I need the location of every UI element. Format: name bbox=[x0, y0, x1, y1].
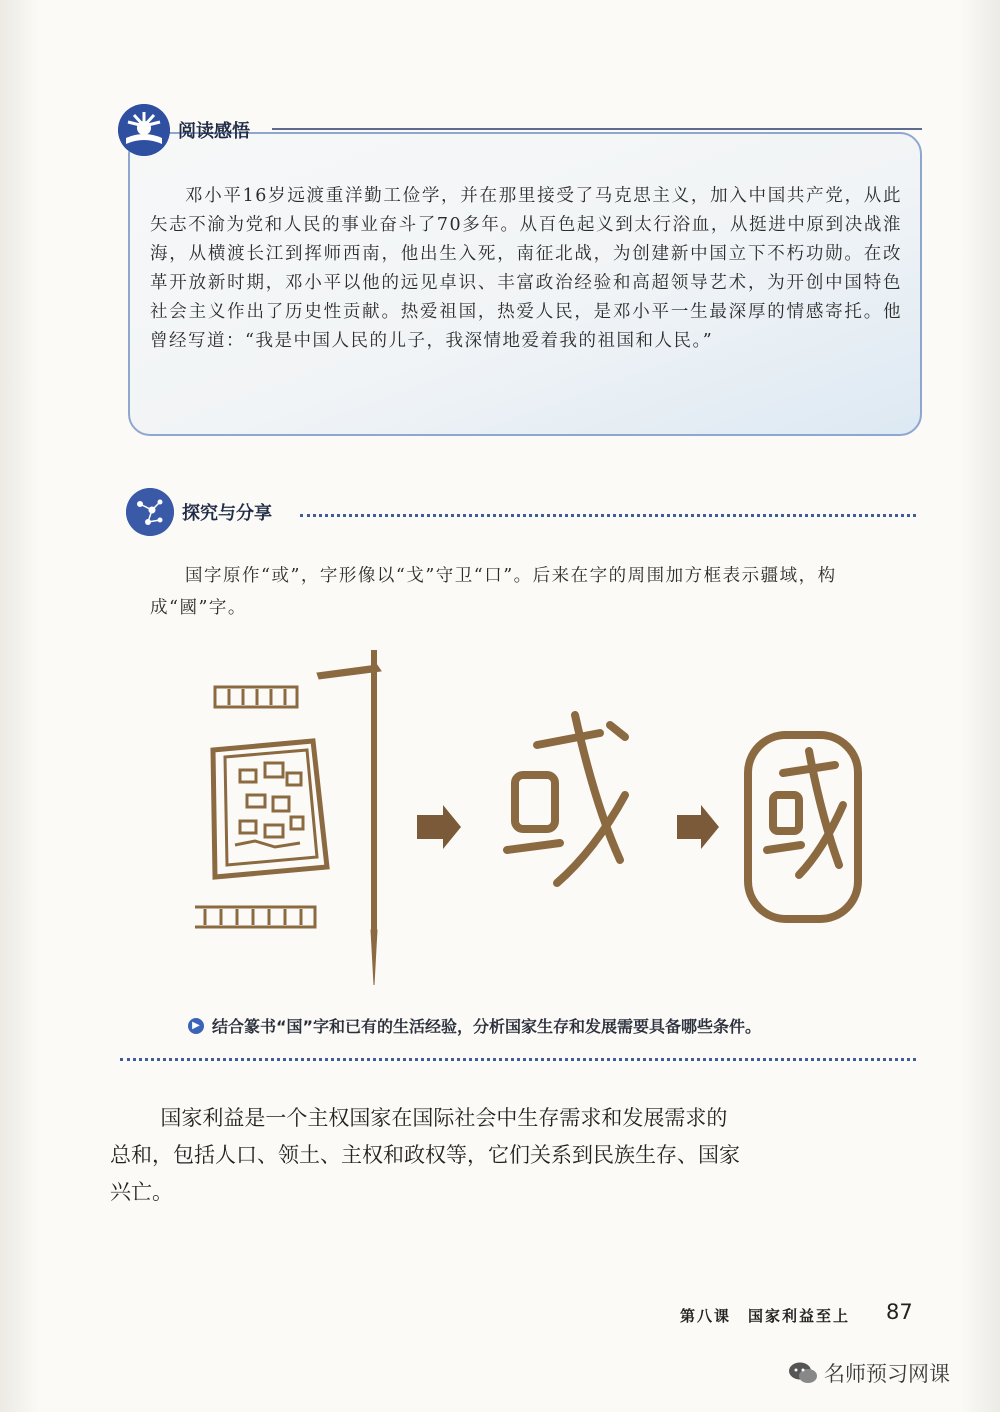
watermark-text: 名师预习网课 bbox=[824, 1362, 950, 1386]
question-text: 结合篆书“国”字和已有的生活经验，分析国家生存和发展需要具备哪些条件。 bbox=[212, 1017, 762, 1036]
page-number: 87 bbox=[886, 1300, 913, 1324]
explore-intro: 国字原作“或”，字形像以“戈”守卫“口”。后来在字的周围加方框表示疆域，构成“國”字。 bbox=[150, 566, 837, 618]
sunrise-book-icon bbox=[118, 104, 170, 156]
seal-glyph-guo bbox=[748, 735, 858, 919]
molecule-icon bbox=[126, 488, 174, 536]
reading-title: 阅读感悟 bbox=[178, 121, 250, 142]
footer-lesson: 第八课 国家利益至上 bbox=[680, 1307, 851, 1325]
reading-header bbox=[118, 104, 250, 156]
watermark bbox=[788, 1358, 950, 1388]
reading-text: 邓小平16岁远渡重洋勤工俭学，并在那里接受了马克思主义，加入中国共产党，从此矢志不渝为党和人民的事业奋斗了70多年。从百色起义到太行浴血，从挺进中原到决战淮海，从横渡长江到挥师西南，他出生入死，南征北战，为创建新中国立下不朽功勋。在改革开放新时期，邓小平以他的远见卓识、丰富政治经验和高超领导艺术，为开创中国特色社会主义作出了历史性贡献。热爱祖国，热爱人民，是邓小平一生最深厚的情感寄托。他曾经写道：“我是中国人民的儿子，我深情地爱着我的祖国和人民。” bbox=[150, 186, 902, 351]
section-divider bbox=[120, 1058, 916, 1061]
arrow-1 bbox=[417, 805, 461, 849]
explore-header-rule bbox=[300, 514, 916, 517]
explore-question bbox=[188, 1014, 761, 1037]
explore-title: 探究与分享 bbox=[182, 503, 272, 524]
seal-script-figure bbox=[195, 645, 885, 990]
play-bullet-icon: ▶ bbox=[188, 1018, 204, 1034]
ancient-city-drawing bbox=[195, 687, 327, 927]
seal-glyph-huo bbox=[507, 715, 625, 883]
reading-header-rule bbox=[272, 128, 922, 130]
main-paragraph: 国家利益是一个主权国家在国际社会中生存需求和发展需求的总和，包括人口、领土、主权和政权等，它们关系到民族生存、国家兴亡。 bbox=[110, 1106, 740, 1204]
arrow-2 bbox=[677, 805, 719, 849]
wechat-icon bbox=[788, 1361, 818, 1385]
dagger-axe-drawing bbox=[317, 650, 381, 985]
explore-header bbox=[126, 488, 272, 536]
